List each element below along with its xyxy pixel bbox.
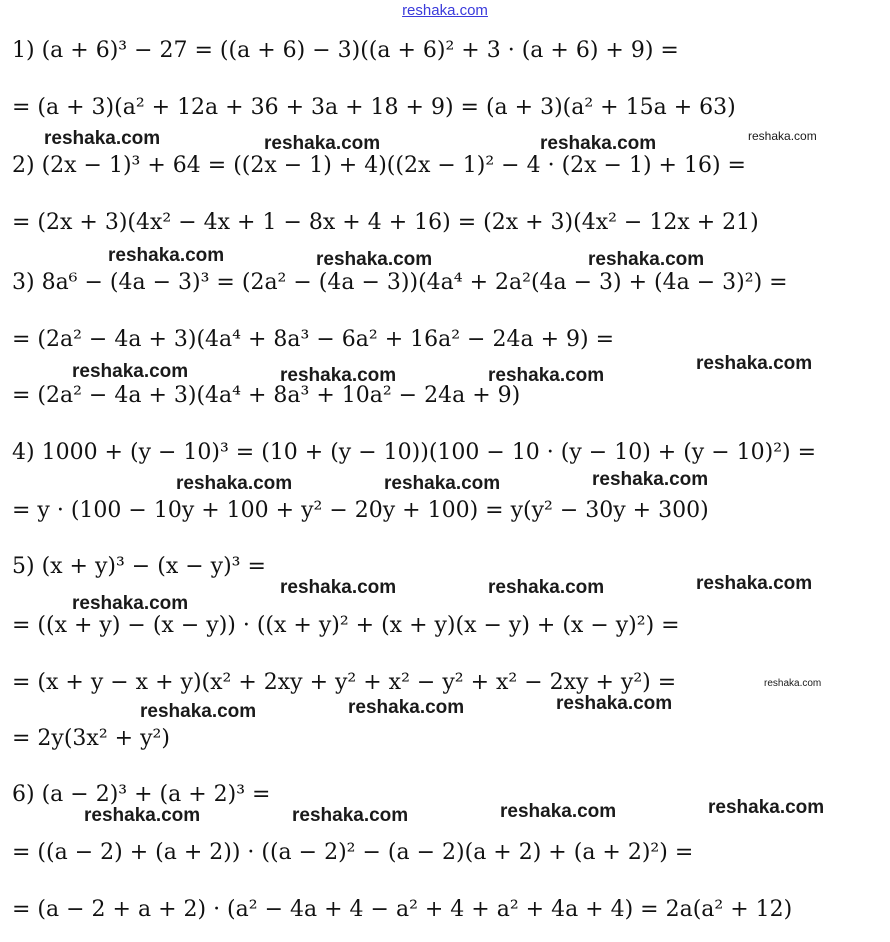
math-line: = ((a − 2) + (a + 2)) · ((a − 2)² − (a − 2)(a + 2) + (a + 2)²) = xyxy=(12,840,694,865)
watermark: reshaka.com xyxy=(316,249,433,270)
math-line: = (a + 3)(a² + 12a + 36 + 3a + 18 + 9) = (a + 3)(a² + 15a + 63) xyxy=(12,95,736,120)
math-line: 1) (a + 6)³ − 27 = ((a + 6) − 3)((a + 6)² + 3 · (a + 6) + 9) = xyxy=(12,38,679,63)
watermark: reshaka.com xyxy=(44,128,161,149)
watermark: reshaka.com xyxy=(764,678,822,689)
watermark: reshaka.com xyxy=(384,473,501,494)
watermark: reshaka.com xyxy=(540,133,657,154)
watermark: reshaka.com xyxy=(588,249,705,270)
watermark: reshaka.com xyxy=(592,469,709,490)
watermark: reshaka.com xyxy=(280,577,397,598)
watermark: reshaka.com xyxy=(556,693,673,714)
watermark: reshaka.com xyxy=(348,697,465,718)
math-line: = y · (100 − 10y + 100 + y² − 20y + 100) = y(y² − 30y + 300) xyxy=(12,498,709,523)
math-line: = ((x + y) − (x − y)) · ((x + y)² + (x + y)(x − y) + (x − y)²) = xyxy=(12,613,680,638)
watermark: reshaka.com xyxy=(696,573,813,594)
math-line: = 2y(3x² + y²) xyxy=(12,726,170,751)
math-line: 6) (a − 2)³ + (a + 2)³ = xyxy=(12,782,271,807)
watermark: reshaka.com xyxy=(140,701,257,722)
math-line: 3) 8a⁶ − (4a − 3)³ = (2a² − (4a − 3))(4a⁴ + 2a²(4a − 3) + (4a − 3)²) = xyxy=(12,270,788,295)
math-line: = (a − 2 + a + 2) · (a² − 4a + 4 − a² + 4 + a² + 4a + 4) = 2a(a² + 12) xyxy=(12,897,793,922)
watermark: reshaka.com xyxy=(176,473,293,494)
watermark: reshaka.com xyxy=(696,353,813,374)
watermark: reshaka.com xyxy=(708,797,825,818)
math-line: = (x + y − x + y)(x² + 2xy + y² + x² − y² + x² − 2xy + y²) = xyxy=(12,670,677,695)
watermark: reshaka.com xyxy=(72,593,189,614)
site-link[interactable]: reshaka.com xyxy=(402,2,488,19)
math-line: = (2a² − 4a + 3)(4a⁴ + 8a³ − 6a² + 16a² − 24a + 9) = xyxy=(12,327,615,352)
math-line: 2) (2x − 1)³ + 64 = ((2x − 1) + 4)((2x − 1)² − 4 · (2x − 1) + 16) = xyxy=(12,153,746,178)
watermark: reshaka.com xyxy=(488,577,605,598)
math-line: 5) (x + y)³ − (x − y)³ = xyxy=(12,554,266,579)
math-line: = (2a² − 4a + 3)(4a⁴ + 8a³ + 10a² − 24a + 9) xyxy=(12,383,521,408)
watermark: reshaka.com xyxy=(72,361,189,382)
math-line: 4) 1000 + (y − 10)³ = (10 + (y − 10))(100 − 10 · (y − 10) + (y − 10)²) = xyxy=(12,440,817,465)
watermark: reshaka.com xyxy=(500,801,617,822)
math-line: = (2x + 3)(4x² − 4x + 1 − 8x + 4 + 16) = (2x + 3)(4x² − 12x + 21) xyxy=(12,210,759,235)
watermark: reshaka.com xyxy=(488,365,605,386)
watermark: reshaka.com xyxy=(292,805,409,826)
watermark: reshaka.com xyxy=(748,129,817,143)
watermark: reshaka.com xyxy=(280,365,397,386)
watermark: reshaka.com xyxy=(108,245,225,266)
watermark: reshaka.com xyxy=(84,805,201,826)
watermark: reshaka.com xyxy=(264,133,381,154)
